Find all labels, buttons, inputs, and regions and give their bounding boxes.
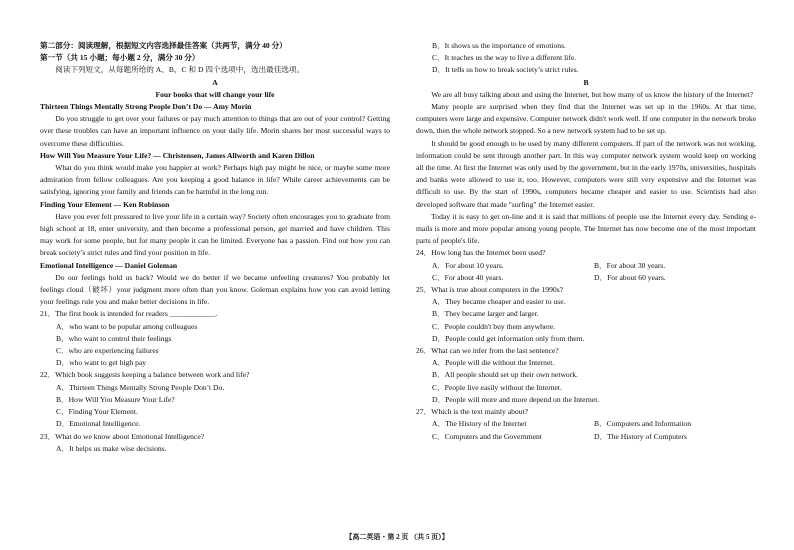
book-text: Have you ever felt pressured to live your life in a certain way? Society often encourages you to graduate from high school at 18, enter university, and then become a professional person, get married and have children. This may work for some people, but for many people it can be limited. Everyone has a passion. Find out how you can break society’s strict rules and find your position in life. bbox=[40, 211, 390, 258]
options-row bbox=[416, 260, 756, 272]
option: D．The History of Computers bbox=[594, 431, 688, 441]
option: D．Emotional Intelligence. bbox=[56, 419, 141, 429]
option: A．who want to be popular among colleagues bbox=[56, 321, 198, 331]
paragraph: It should be good enough to be used by many different computers. If part of the network was not working, information could be sent through another part. In this way computer network system would keep on working all the time. At first the Internet was only used by the government, but in the early 1970s, universities, hospitals and banks were allowed to use it, too. However, computers were still very expensive and the Internet was difficult to use. By the start of 1990s, computers became cheaper and easier to use. Scientists had also developed software that made "surfing" the Internet easier. bbox=[416, 138, 756, 209]
option: B．All people should set up their own network. bbox=[432, 370, 578, 380]
option: B．It shows us the importance of emotions. bbox=[432, 41, 566, 50]
book-text: Do you struggle to get over your failures or pay much attention to things that are out of your control? Getting over these troubles can have an important influence on your daily life. Morin shares her most successful ways to overcome these difficulties. bbox=[40, 114, 390, 148]
option: D．People could get information only from them. bbox=[432, 333, 585, 343]
options-row bbox=[416, 272, 756, 284]
book-heading: How Will You Measure Your Life? — Christensen, James Allworth and Karen Dillon bbox=[40, 150, 315, 160]
option: C．Computers and the Government bbox=[432, 431, 542, 441]
options-row bbox=[416, 431, 756, 443]
option: C．People live easily without the Internet. bbox=[432, 382, 562, 392]
option: D．who want to get high pay bbox=[56, 358, 147, 368]
paragraph: Today it is easy to get on-line and it is said that millions of people use the Internet every day. Sending e-mails is more and more popular among young people. The Internet has now become one of the most important parts of people's life. bbox=[416, 211, 756, 246]
book-heading: Finding Your Element — Ken Robinson bbox=[40, 199, 170, 209]
book-text: Do our feelings hold us back? Would we do better if we became unfeeling creatures? You probably let feelings cloud（破坏）your judgment more often than you know. Goleman explains how you can avoid letting your feelings rule you and make better decisions in life. bbox=[40, 272, 390, 307]
option: C．Finding Your Element. bbox=[56, 407, 138, 417]
option: C．People couldn't buy them anywhere. bbox=[432, 321, 556, 331]
page-footer: 【高二英语・第 2 页 （共 5 页）】 bbox=[345, 533, 449, 541]
options-row bbox=[416, 418, 756, 430]
question-27: 27．Which is the text mainly about? bbox=[416, 407, 528, 417]
passage-letter-a: A bbox=[212, 77, 218, 87]
option: A．Thirteen Things Mentally Strong People Don’t Do. bbox=[56, 382, 225, 392]
section-title: 第二部分：阅读理解，根据短文内容选择最佳答案（共两节，满分 40 分） bbox=[40, 41, 287, 50]
paragraph: We are all busy talking about and using the Internet, but how many of us know the history of the Internet? bbox=[431, 89, 754, 99]
book-heading: Thirteen Things Mentally Strong People Don’t Do — Amy Morin bbox=[40, 102, 252, 112]
option: D．For about 60 years. bbox=[594, 272, 666, 282]
passage-title: Four books that will change your life bbox=[155, 89, 275, 99]
left-column bbox=[40, 40, 390, 455]
option: B．They became larger and larger. bbox=[432, 309, 539, 319]
question-24: 24．How long has the Internet been used? bbox=[416, 248, 546, 258]
option: A．For about 10 years. bbox=[432, 260, 504, 270]
instruction: 阅读下列短文，从每题所给的 A、B、C 和 D 四个选项中，选出最佳选项。 bbox=[55, 65, 305, 75]
option: C．It teaches us the way to live a different life. bbox=[432, 53, 577, 63]
option: A．It helps us make wise decisions. bbox=[56, 443, 167, 453]
passage-letter-b: B bbox=[583, 77, 589, 87]
option: A．They became cheaper and easier to use. bbox=[432, 297, 566, 307]
option: D．People will more and more depend on the Internet. bbox=[432, 394, 600, 404]
question-22: 22．Which book suggests keeping a balance between work and life? bbox=[40, 370, 250, 380]
paragraph: Many people are surprised when they find that the Internet was set up in the 1960s. At that time, computers were large and expensive. Computer network didn't work well. If one computer in the network broke down, then the whole network stopped. So a new network system had to be set up. bbox=[416, 102, 756, 136]
option: B．who want to control their feelings bbox=[56, 333, 172, 343]
option: B．For about 30 years. bbox=[594, 260, 666, 270]
question-26: 26．What can we infer from the last sentence? bbox=[416, 346, 559, 356]
question-23: 23．What do we know about Emotional Intelligence? bbox=[40, 431, 205, 441]
subsection-title: 第一节（共 15 小题；每小题 2 分，满分 30 分） bbox=[40, 53, 200, 63]
option: A．The History of the Internet bbox=[432, 419, 527, 429]
question-21: 21．The first book is intended for readers ____________. bbox=[40, 309, 218, 319]
option: A．People will die without the Internet. bbox=[432, 358, 555, 368]
option: B．Computers and Information bbox=[594, 419, 692, 429]
option: C．For about 40 years. bbox=[432, 272, 504, 282]
book-heading: Emotional Intelligence — Daniel Goleman bbox=[40, 260, 178, 270]
option: B．How Will You Measure Your Life? bbox=[56, 394, 175, 404]
book-text: What do you think would make you happier at work? Perhaps high pay might be nice, or maybe some more admiration from fellow colleagues. Are you keeping a good balance in life? While career achievements can be satisfying, ignoring your family and friends can be harmful in the long run. bbox=[40, 163, 390, 197]
option: C．who are experiencing failures bbox=[56, 346, 159, 356]
question-25: 25．What is true about computers in the 1990s? bbox=[416, 285, 563, 295]
right-column bbox=[416, 40, 756, 443]
option: D．It tells us how to break society’s strict rules. bbox=[432, 65, 579, 75]
